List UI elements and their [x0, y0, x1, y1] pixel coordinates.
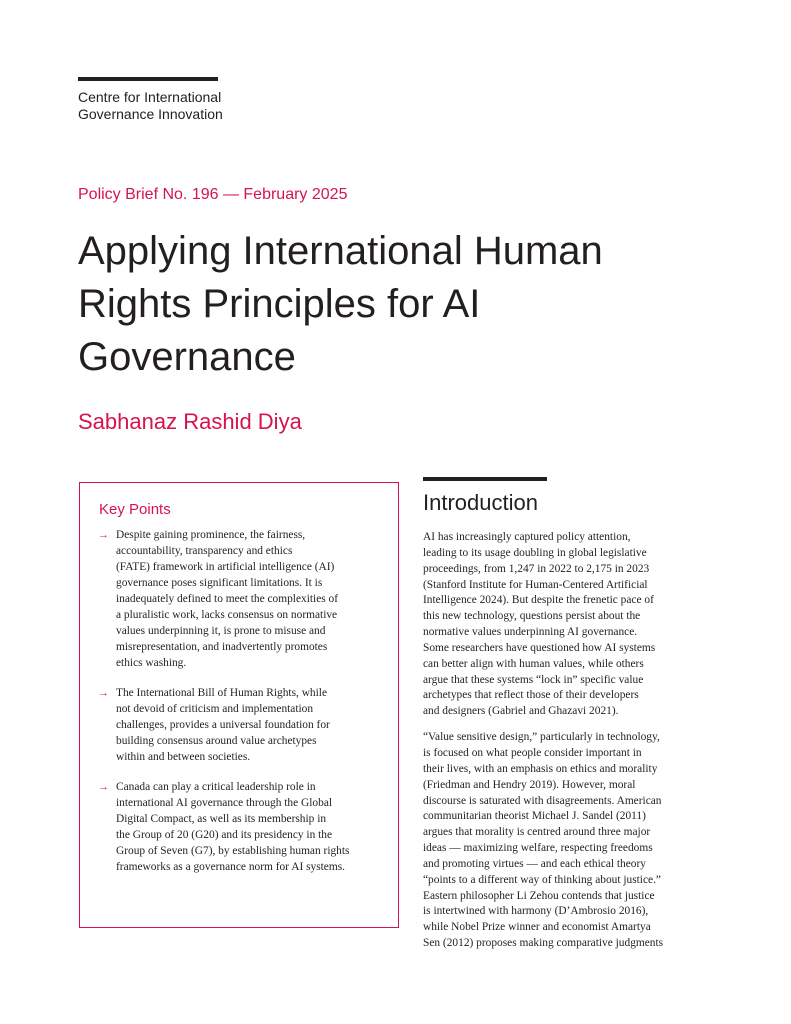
key-points-box [79, 482, 399, 928]
text-line: accountability, transparency and ethics [116, 545, 293, 557]
org-line-1: Centre for International [78, 89, 222, 105]
author-name: Sabhanaz Rashid Diya [78, 409, 302, 434]
text-line: is intertwined with harmony (D’Ambrosio 2016), [423, 905, 649, 918]
text-line: (Stanford Institute for Human-Centered Artificial [423, 578, 648, 591]
text-line: AI has increasingly captured policy attention, [423, 531, 631, 543]
text-line: Despite gaining prominence, the fairness, [116, 529, 306, 541]
text-line: Group of Seven (G7), by establishing human rights [116, 845, 350, 857]
text-line: Canada can play a critical leadership role in [116, 781, 316, 793]
text-line: their lives, with an emphasis on ethics and morality [423, 762, 658, 775]
text-line: leading to its usage doubling in global legislative [423, 546, 647, 559]
text-line: challenges, provides a universal foundation for [116, 719, 330, 731]
text-line: (Friedman and Hendry 2019). However, moral [423, 778, 636, 791]
text-line: while Nobel Prize winner and economist Amartya [423, 921, 651, 934]
text-line: argues that morality is centred around three major [423, 826, 651, 839]
text-line: discourse is saturated with disagreements. American [423, 794, 662, 807]
header-rule [78, 77, 218, 81]
introduction-body [423, 530, 713, 962]
text-line: frameworks as a governance norm for AI systems. [116, 861, 346, 873]
title-line-2: Rights Principles for AI [78, 282, 481, 326]
text-line: Digital Compact, as well as its membership in [116, 813, 327, 825]
org-line-2: Governance Innovation [78, 106, 223, 122]
text-line: The International Bill of Human Rights, while [116, 687, 328, 699]
text-line: ethics washing. [116, 657, 187, 669]
text-line: misrepresentation, and inadvertently promotes [116, 641, 328, 653]
text-line: is focused on what people consider important in [423, 746, 642, 759]
text-line: values underpinning it, is prone to misuse and [116, 625, 326, 637]
text-line: building consensus around value archetypes [116, 735, 317, 747]
key-point-item [98, 527, 383, 671]
key-point-text [116, 685, 383, 765]
introduction-heading: Introduction [423, 490, 538, 515]
text-line: and designers (Gabriel and Ghazavi 2021). [423, 705, 619, 718]
text-line: Sen (2012) proposes making comparative judgments [423, 937, 664, 950]
text-line: archetypes that reflect those of their developers [423, 689, 639, 702]
text-line: this new technology, questions persist about the [423, 610, 641, 623]
key-point-text [116, 779, 383, 875]
arrow-right-icon: → [98, 529, 109, 541]
text-line: ideas — maximizing welfare, respecting freedoms [423, 842, 653, 855]
paragraph [423, 730, 713, 952]
text-line: (FATE) framework in artificial intelligence (AI) [116, 561, 335, 573]
key-point-item [98, 685, 383, 765]
text-line: governance poses significant limitations. It is [116, 577, 323, 589]
key-points-heading: Key Points [99, 501, 171, 518]
key-points-list [98, 527, 383, 889]
title-line-3: Governance [78, 335, 296, 379]
text-line: within and between societies. [116, 751, 251, 763]
text-line: Intelligence 2024). But despite the frenetic pace of [423, 594, 654, 607]
key-point-text [116, 527, 383, 671]
text-line: Eastern philosopher Li Zehou contends that justice [423, 889, 655, 902]
key-point-item [98, 779, 383, 875]
text-line: and promoting virtues — and each ethical theory [423, 857, 646, 870]
text-line: inadequately defined to meet the complexities of [116, 593, 339, 605]
title-line-1: Applying International Human [78, 229, 603, 273]
text-line: can better align with human values, while others [423, 657, 644, 670]
text-line: normative values underpinning AI governance. [423, 626, 638, 639]
text-line: “points to a different way of thinking about justice.” [423, 873, 661, 886]
text-line: Some researchers have questioned how AI systems [423, 641, 656, 654]
introduction-rule [423, 477, 547, 481]
page-title [78, 225, 718, 384]
text-line: argue that these systems “lock in” specific value [423, 673, 644, 686]
series-label: Policy Brief No. 196 — February 2025 [78, 186, 348, 203]
text-line: international AI governance through the Global [116, 797, 333, 809]
organization-name [78, 89, 223, 123]
text-line: the Group of 20 (G20) and its presidency in the [116, 829, 333, 841]
text-line: a pluralistic work, lacks consensus on normative [116, 609, 338, 621]
paragraph [423, 530, 713, 720]
text-line: proceedings, from 1,247 in 2022 to 2,175 in 2023 [423, 562, 650, 575]
text-line: communitarian theorist Michael J. Sandel (2011) [423, 810, 646, 823]
arrow-right-icon: → [98, 781, 109, 793]
text-line: not devoid of criticism and implementation [116, 703, 314, 715]
arrow-right-icon: → [98, 687, 109, 699]
text-line: “Value sensitive design,” particularly in technology, [423, 731, 660, 744]
